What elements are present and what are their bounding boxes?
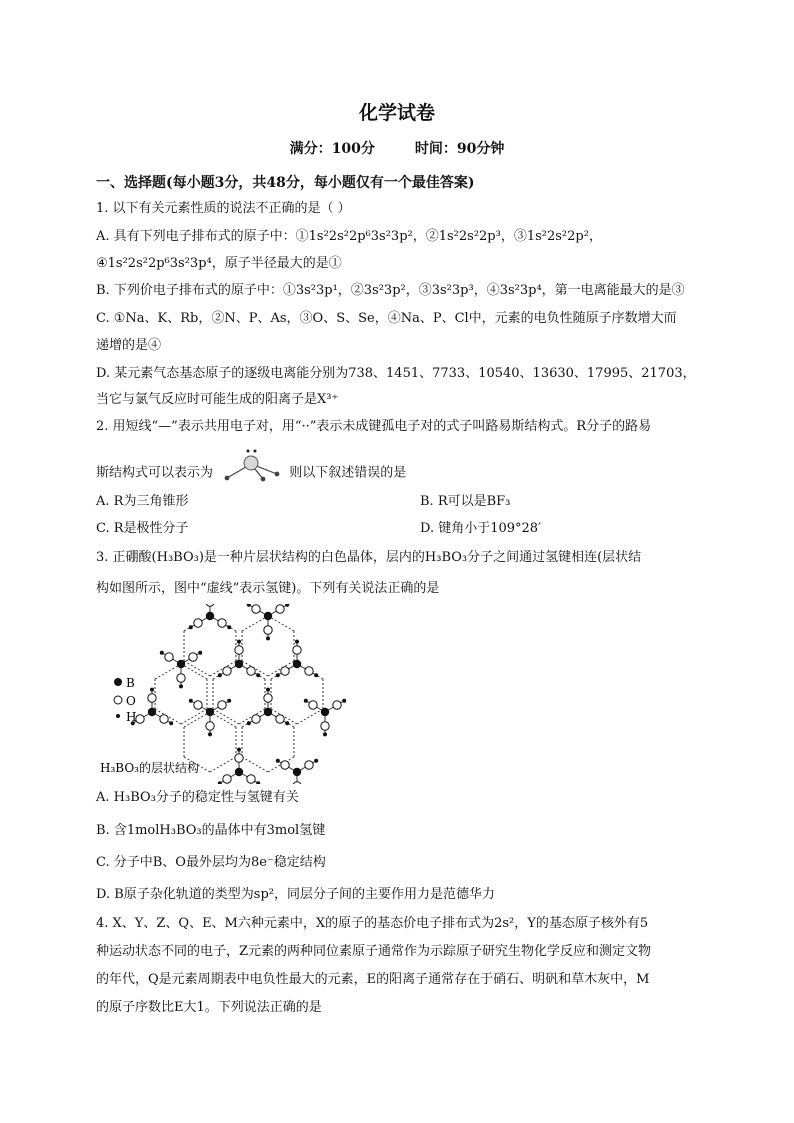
structure-drawing: [131, 604, 346, 784]
boron-atom: [321, 708, 329, 716]
hydrogen-atom: [323, 732, 327, 736]
q1-option-d: D. 某元素气态基态原子的逐级电离能分别为738、1451、7733、10540、13630、17995、21703，: [96, 366, 696, 381]
q2-stem-part1: 斯结构式可以表示为: [96, 465, 214, 481]
section-heading: 一、选择题(每小题3分，共48分，每小题仅有一个最佳答案): [96, 175, 475, 191]
q1-option-d-cont: 当它与氯气反应时可能生成的阳离子是X³⁺: [96, 392, 339, 407]
q4-line3: 的年代，Q是元素周期表中电负性最大的元素，E的阳离子通常存在于硝石、明矾和草木灰中，M: [96, 972, 650, 987]
q2-option-b: B. R可以是BF₃: [420, 494, 511, 509]
q2-stem: 2. 用短线“—”表示共用电子对，用“··”表示未成键孤电子对的式子叫路易斯结构式。R分子的路易: [96, 419, 652, 434]
q2-option-d: D. 键角小于109°28′: [420, 521, 542, 536]
oxygen-atom: [194, 619, 202, 627]
hydrogen-atom: [160, 651, 164, 655]
oxygen-atom: [177, 674, 185, 682]
hydrogen-atom: [169, 721, 173, 725]
q3-option-a: A. H₃BO₃分子的稳定性与氢键有关: [96, 790, 299, 805]
boron-atom: [293, 768, 301, 776]
oxygen-atom: [276, 715, 284, 723]
hydrogen-atom: [198, 651, 202, 655]
hydrogen-atom: [304, 699, 308, 703]
boron-atom: [148, 708, 156, 716]
boron-atom: [264, 612, 272, 620]
q2-stem-part2: 则以下叙述错误的是: [289, 465, 407, 481]
hydrogen-bond: [297, 709, 323, 724]
boron-atom: [293, 660, 301, 668]
legend-boron-marker: [114, 678, 122, 686]
hydrogen-atom: [179, 684, 183, 688]
legend-hydrogen-label: H: [126, 710, 137, 724]
boron-atom: [206, 612, 214, 620]
oxygen-atom: [247, 667, 255, 675]
oxygen-atom: [223, 775, 231, 783]
oxygen-atom: [252, 605, 260, 613]
hydrogen-atom: [247, 604, 251, 607]
q3-stem-cont: 构如图所示，图中“虚线”表示氢键)。下列有关说法正确的是: [96, 581, 440, 596]
oxygen-atom: [218, 701, 226, 709]
boron-atom: [206, 708, 214, 716]
hydrogen-atom: [314, 759, 318, 763]
hydrogen-atom: [285, 604, 289, 607]
q1-option-c-cont: 递增的是④: [96, 338, 162, 353]
hydrogen-atom: [256, 781, 260, 784]
hydrogen-bond: [210, 757, 236, 772]
oxygen-atom: [264, 626, 272, 634]
hydrogen-atom: [237, 748, 241, 752]
figure-caption: H₃BO₃的层状结构: [100, 761, 199, 775]
page-title: 化学试卷: [358, 102, 435, 124]
hydrogen-atom: [189, 625, 193, 629]
oxygen-atom: [281, 667, 289, 675]
boron-atom: [235, 768, 243, 776]
oxygen-atom: [206, 722, 214, 730]
hydrogen-atom: [295, 640, 299, 644]
boron-atom: [177, 660, 185, 668]
q3-option-b: B. 含1molH₃BO₃的晶体中有3mol氢键: [96, 823, 326, 838]
q4-line1: 4. X、Y、Z、Q、E、M六种元素中，X的原子的基态价电子排布式为2s²，Y的基态原子核外有5: [96, 916, 649, 931]
oxygen-atom: [247, 775, 255, 783]
q2-stem-cont: [96, 456, 406, 490]
hydrogen-atom: [247, 721, 251, 725]
h3bo3-layer-structure-figure: [100, 604, 350, 784]
hydrogen-atom: [266, 636, 270, 640]
hydrogen-atom: [342, 699, 346, 703]
boron-atom: [264, 708, 272, 716]
hydrogen-atom: [237, 640, 241, 644]
lewis-structure-diagram: [219, 448, 283, 482]
oxygen-atom: [136, 715, 144, 723]
hydrogen-atom: [276, 673, 280, 677]
boron-atom: [235, 660, 243, 668]
q4-line4: 的原子序数比E大1。下列说法正确的是: [96, 1000, 322, 1015]
oxygen-atom: [281, 761, 289, 769]
legend-hydrogen-marker: [116, 714, 120, 718]
exam-info: [0, 138, 794, 158]
q3-stem: 3. 正硼酸(H₃BO₃)是一种片层状结构的白色晶体，层内的H₃BO₃分子之间通过氢键相连(层状结: [96, 550, 642, 565]
q4-line2: 种运动状态不同的电子，Z元素的两种同位素原子通常作为示踪原子研究生物化学反应和测定文物: [96, 944, 652, 959]
hydrogen-atom: [227, 699, 231, 703]
time-label: 时间：90分钟: [414, 141, 505, 157]
q1-stem: 1. 以下有关元素性质的说法不正确的是（ ）: [96, 201, 351, 216]
hydrogen-atom: [218, 673, 222, 677]
oxygen-atom: [309, 701, 317, 709]
oxygen-atom: [218, 619, 226, 627]
oxygen-atom: [206, 604, 214, 606]
hydrogen-atom: [227, 625, 231, 629]
q1-option-a-cont: ④1s²2s²2p⁶3s²3p⁴，原子半径最大的是①: [96, 256, 342, 271]
oxygen-atom: [235, 754, 243, 762]
oxygen-atom: [189, 653, 197, 661]
legend-oxygen-label: O: [126, 694, 136, 708]
hydrogen-atom: [266, 688, 270, 692]
oxygen-atom: [194, 701, 202, 709]
q1-option-c: C. ①Na、K、Rb，②N、P、As，③O、S、Se，④Na、P、Cl中，元素的电负性随原子序数增大而: [96, 311, 677, 326]
hydrogen-atom: [314, 673, 318, 677]
hydrogen-atom: [208, 732, 212, 736]
oxygen-atom: [148, 694, 156, 702]
score-label: 满分：100分: [289, 141, 375, 157]
q1-option-a: A. 具有下列电子排布式的原子中：①1s²2s²2p⁶3s²3p²，②1s²2s²2p³，③1s²2s²2p²，: [96, 229, 602, 244]
oxygen-atom: [223, 667, 231, 675]
hydrogen-bond: [242, 757, 268, 772]
q1-option-b: B. 下列价电子排布式的原子中：①3s²3p¹，②3s²3p²，③3s²3p³，④3s²3p⁴，第一电离能最大的是③: [96, 283, 685, 298]
q3-option-d: D. B原子杂化轨道的类型为sp²，同层分子间的主要作用力是范德华力: [96, 887, 495, 902]
oxygen-atom: [165, 653, 173, 661]
oxygen-atom: [293, 646, 301, 654]
q2-option-c: C. R是极性分子: [96, 521, 189, 536]
hydrogen-atom: [189, 699, 193, 703]
legend-boron-label: B: [126, 676, 135, 690]
oxygen-atom: [293, 782, 301, 784]
oxygen-atom: [264, 694, 272, 702]
hydrogen-atom: [256, 673, 260, 677]
hydrogen-atom: [285, 721, 289, 725]
oxygen-atom: [235, 646, 243, 654]
oxygen-atom: [305, 761, 313, 769]
legend-oxygen-marker: [114, 696, 122, 704]
oxygen-atom: [321, 722, 329, 730]
oxygen-atom: [333, 701, 341, 709]
hydrogen-atom: [218, 781, 222, 784]
hydrogen-atom: [150, 688, 154, 692]
oxygen-atom: [252, 715, 260, 723]
oxygen-atom: [305, 667, 313, 675]
oxygen-atom: [160, 715, 168, 723]
q3-option-c: C. 分子中B、O最外层均为8e⁻稳定结构: [96, 855, 326, 870]
oxygen-atom: [276, 605, 284, 613]
q2-option-a: A. R为三角锥形: [96, 494, 189, 509]
hydrogen-atom: [276, 759, 280, 763]
